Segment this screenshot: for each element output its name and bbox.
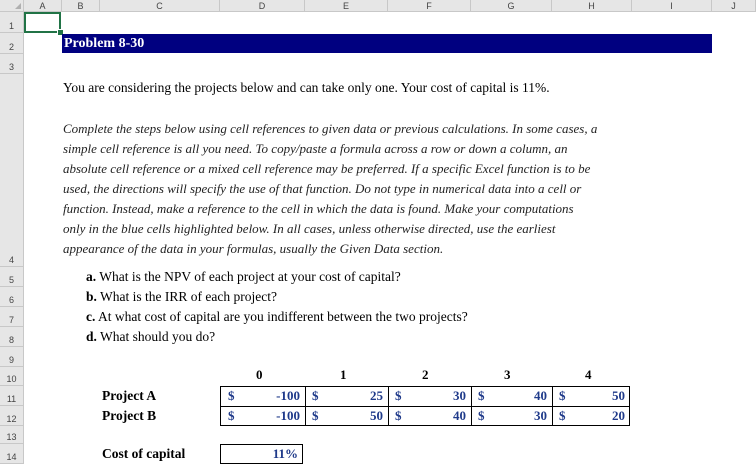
- row-header-10[interactable]: [0, 367, 24, 386]
- instruction-line: simple cell reference is all you need. To copy/paste a formula across a row or down a column, an: [63, 141, 568, 156]
- currency-symbol: $: [559, 408, 566, 423]
- row-header-5[interactable]: [0, 267, 24, 287]
- active-cell-a1[interactable]: [24, 12, 61, 33]
- question-text: At what cost of capital are you indifferent between the two projects?: [95, 309, 468, 324]
- cashflow-cell-b-3[interactable]: 30: [534, 408, 547, 423]
- grid-divider: [552, 386, 553, 426]
- row-number: 2: [8, 42, 14, 52]
- row-header-12[interactable]: [0, 406, 24, 426]
- currency-symbol: $: [559, 388, 566, 403]
- row-number: 5: [8, 275, 14, 285]
- row-header-6[interactable]: [0, 287, 24, 307]
- column-header-b[interactable]: B: [62, 0, 100, 12]
- cashflow-cell-b-2[interactable]: 40: [453, 408, 466, 423]
- currency-symbol: $: [395, 408, 402, 423]
- question-letter: d.: [86, 329, 97, 344]
- currency-symbol: $: [478, 408, 485, 423]
- row-number: 1: [8, 21, 14, 31]
- column-header-i[interactable]: I: [632, 0, 712, 12]
- question-letter: a.: [86, 269, 97, 284]
- currency-symbol: $: [312, 408, 319, 423]
- cashflow-cell-b-1[interactable]: 50: [370, 408, 383, 423]
- cashflow-cell-a-4[interactable]: 50: [612, 388, 625, 403]
- question-b[interactable]: [86, 289, 277, 305]
- row-header-11[interactable]: [0, 386, 24, 406]
- currency-symbol: $: [478, 388, 485, 403]
- column-header-f[interactable]: F: [388, 0, 471, 12]
- row-header-13[interactable]: [0, 426, 24, 444]
- select-all-icon: [15, 3, 21, 9]
- currency-symbol: $: [228, 408, 235, 423]
- period-header-2[interactable]: 2: [422, 367, 429, 382]
- row-number: 4: [8, 255, 14, 265]
- period-header-3[interactable]: 3: [504, 367, 511, 382]
- row-number: 3: [8, 62, 14, 72]
- column-header-j[interactable]: J: [712, 0, 756, 12]
- question-d[interactable]: [86, 329, 215, 345]
- cashflow-cell-a-1[interactable]: 25: [370, 388, 383, 403]
- intro-text[interactable]: You are considering the projects below and can take only one. Your cost of capital is 11%.: [63, 80, 550, 95]
- row-header-1[interactable]: [0, 12, 24, 33]
- currency-symbol: $: [228, 388, 235, 403]
- column-header-e[interactable]: E: [305, 0, 388, 12]
- select-all-corner[interactable]: [0, 0, 24, 12]
- row-number: 11: [6, 394, 17, 404]
- instruction-line: only in the blue cells highlighted below. In all cases, unless otherwise directed, use the earliest: [63, 221, 556, 236]
- row-number: 12: [6, 414, 17, 424]
- currency-symbol: $: [312, 388, 319, 403]
- question-c[interactable]: [86, 309, 468, 325]
- grid-divider: [471, 386, 472, 426]
- problem-title-banner[interactable]: Problem 8-30: [62, 34, 712, 53]
- row-number: 7: [8, 315, 14, 325]
- cashflow-cell-b-0[interactable]: -100: [276, 408, 300, 423]
- instruction-line: used, the directions will specify the use of that function. Do not type in numerical data into a cell or: [63, 181, 582, 196]
- instruction-line: function. Instead, make a reference to the cell in which the data is found. Make your computations: [63, 201, 574, 216]
- row-number: 6: [8, 295, 14, 305]
- column-header-g[interactable]: G: [471, 0, 552, 12]
- row-number: 13: [6, 432, 17, 442]
- row-header-8[interactable]: [0, 327, 24, 347]
- row-header-4[interactable]: [0, 74, 24, 267]
- cashflow-cell-a-2[interactable]: 30: [453, 388, 466, 403]
- cost-of-capital-label[interactable]: Cost of capital: [102, 446, 186, 461]
- question-text: What is the NPV of each project at your cost of capital?: [96, 269, 401, 284]
- project-b-label[interactable]: Project B: [102, 408, 157, 423]
- column-header-h[interactable]: H: [552, 0, 632, 12]
- row-header-7[interactable]: [0, 307, 24, 327]
- instruction-line: appearance of the data in your formulas, usually the Given Data section.: [63, 241, 444, 256]
- period-header-4[interactable]: 4: [585, 367, 592, 382]
- question-letter: b.: [86, 289, 97, 304]
- row-number: 10: [6, 374, 17, 384]
- column-header-c[interactable]: C: [100, 0, 220, 12]
- instruction-line: Complete the steps below using cell references to given data or previous calculations. In some cases, a: [63, 121, 598, 136]
- cashflow-cell-b-4[interactable]: 20: [612, 408, 625, 423]
- grid-divider: [388, 386, 389, 426]
- question-text: What should you do?: [96, 329, 216, 344]
- row-number: 8: [8, 335, 14, 345]
- row-header-14[interactable]: [0, 444, 24, 464]
- cashflow-cell-a-3[interactable]: 40: [534, 388, 547, 403]
- row-header-2[interactable]: [0, 33, 24, 54]
- project-a-label[interactable]: Project A: [102, 388, 157, 403]
- grid-divider: [305, 386, 306, 426]
- row-header-3[interactable]: [0, 54, 24, 74]
- period-header-0[interactable]: 0: [256, 367, 263, 382]
- cost-of-capital-cell[interactable]: 11%: [220, 444, 303, 464]
- row-number: 9: [8, 355, 14, 365]
- column-header-a[interactable]: A: [24, 0, 62, 12]
- currency-symbol: $: [395, 388, 402, 403]
- question-a[interactable]: [86, 269, 401, 285]
- row-header-9[interactable]: [0, 347, 24, 367]
- instruction-line: absolute cell reference or a mixed cell reference may be preferred. If a specific Excel function is to be: [63, 161, 591, 176]
- cashflow-cell-a-0[interactable]: -100: [276, 388, 300, 403]
- question-text: What is the IRR of each project?: [96, 289, 277, 304]
- question-letter: c.: [86, 309, 96, 324]
- row-number: 14: [6, 452, 17, 462]
- column-header-d[interactable]: D: [220, 0, 305, 12]
- period-header-1[interactable]: 1: [340, 367, 347, 382]
